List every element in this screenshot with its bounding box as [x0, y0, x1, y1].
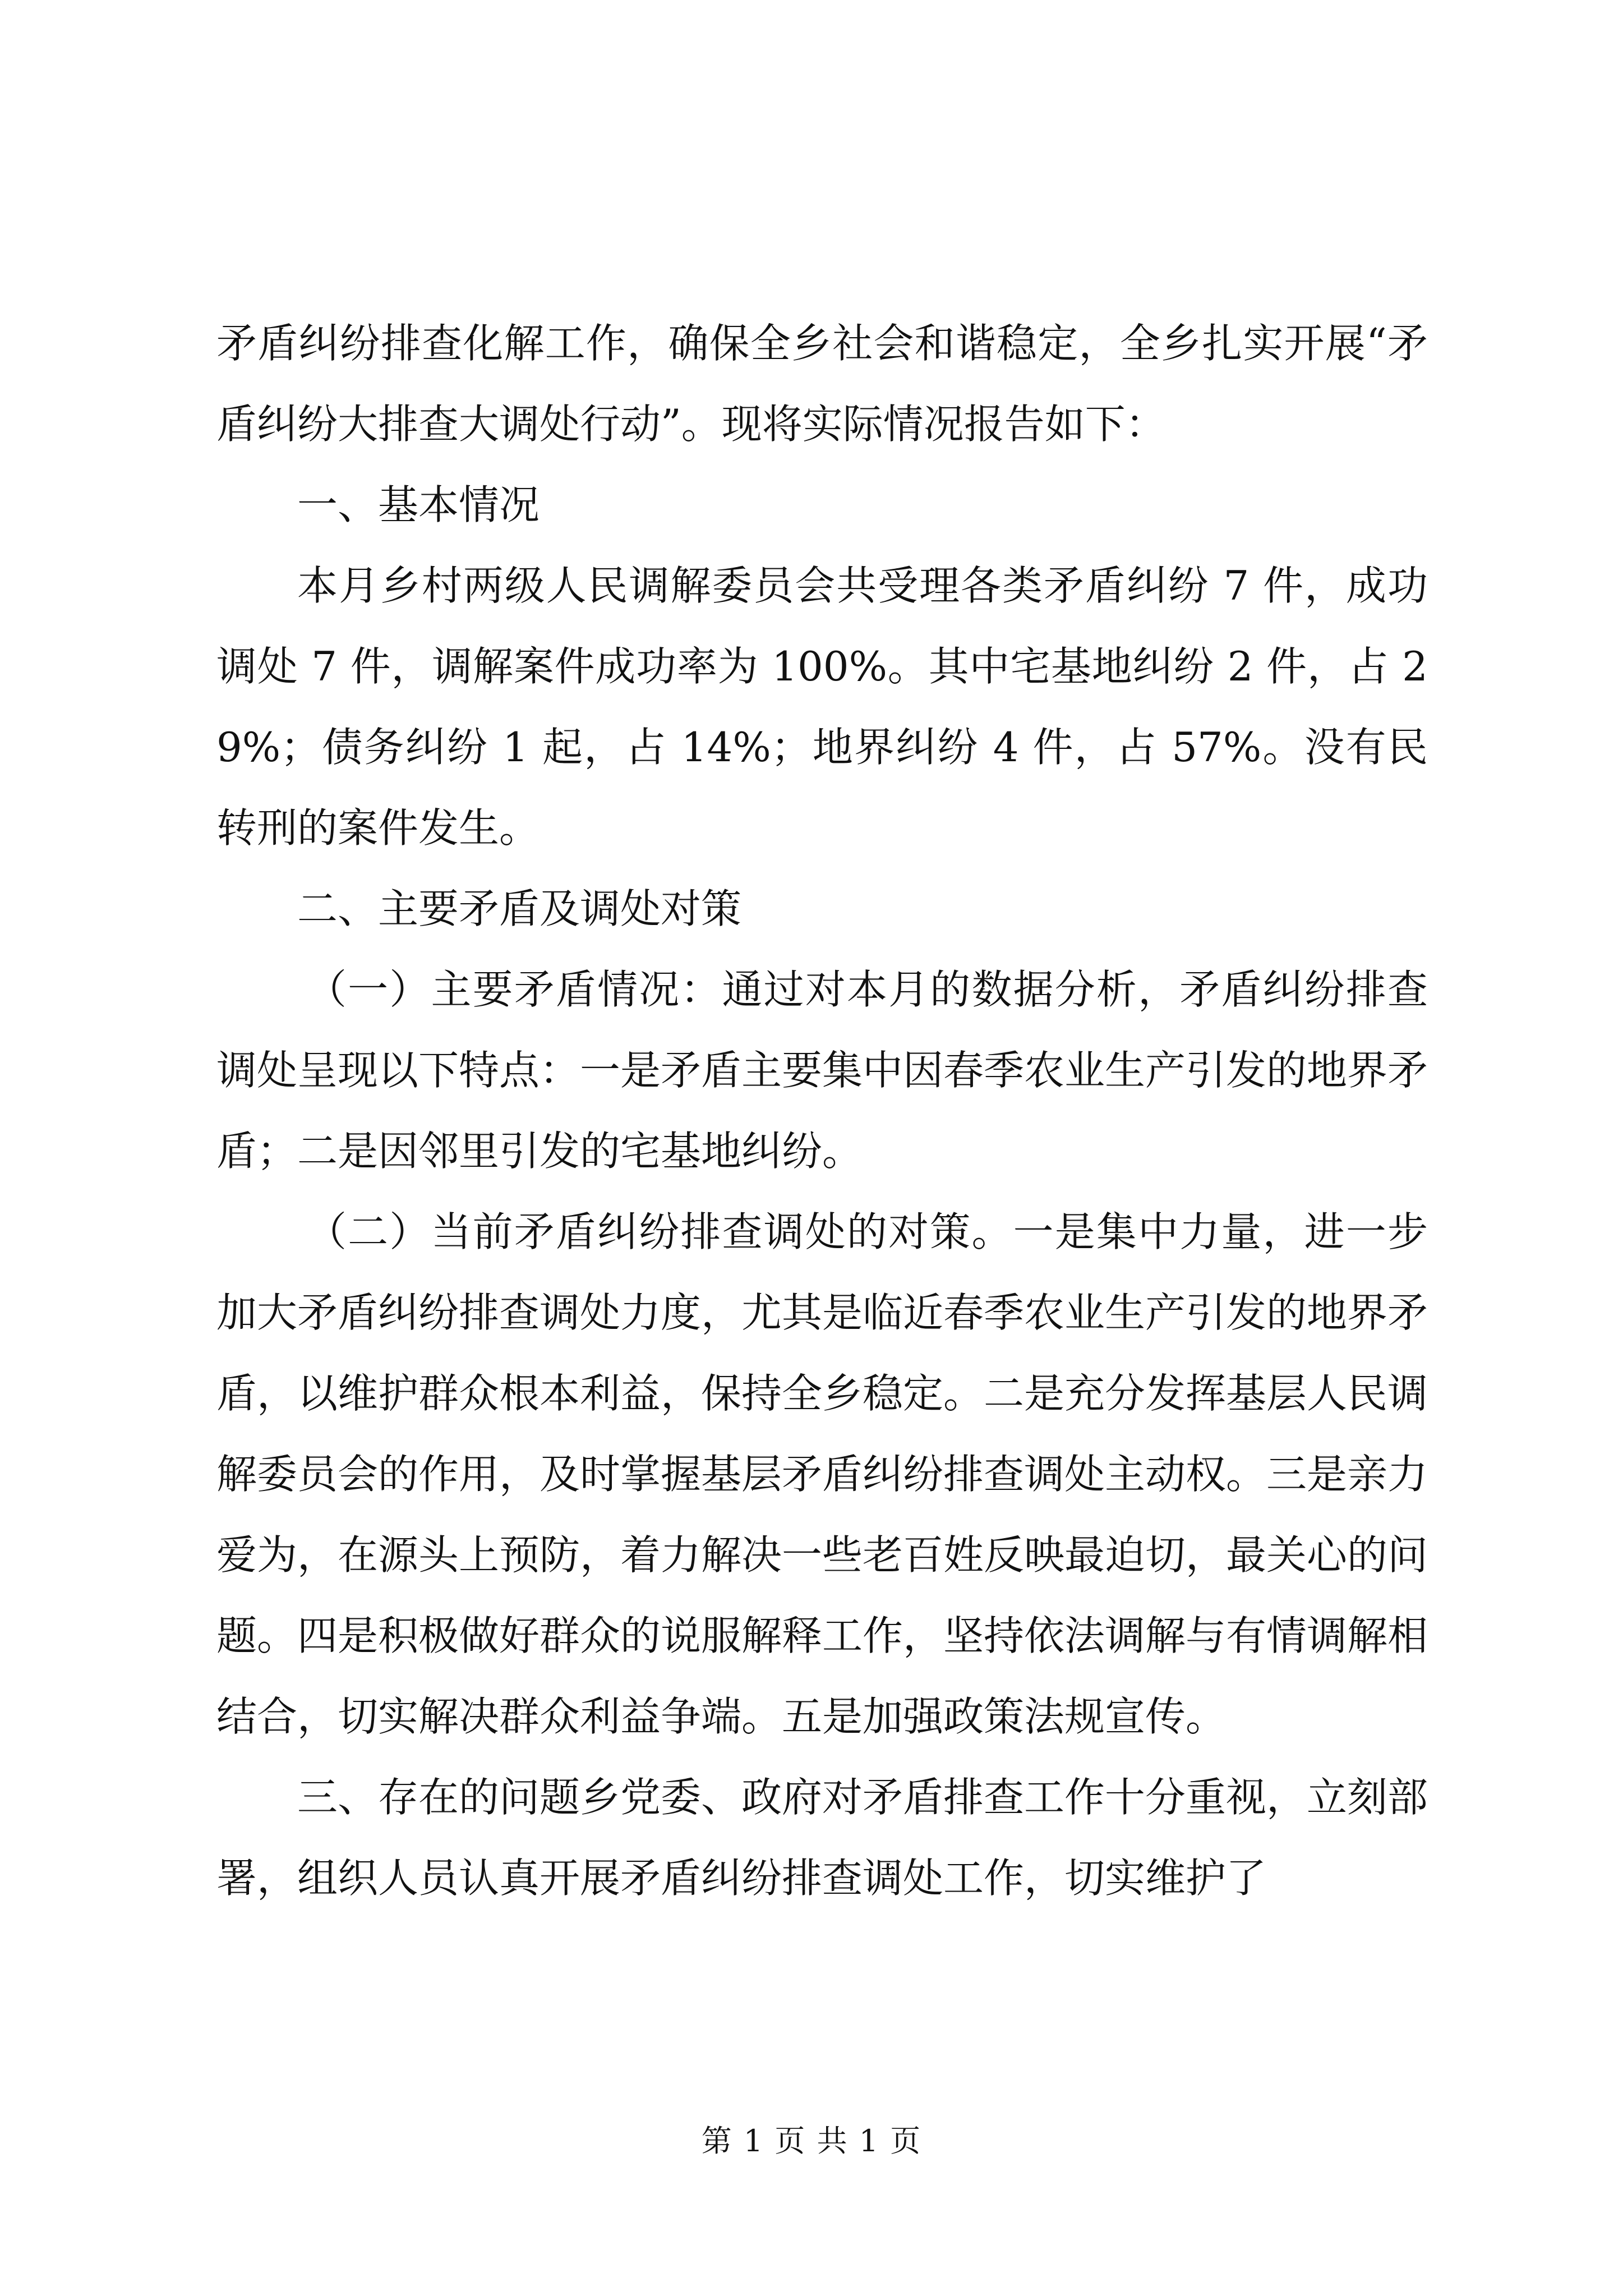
paragraph-basic-situation: 本月乡村两级人民调解委员会共受理各类矛盾纠纷 7 件，成功调处 7 件，调解案件成功率为 100%。其中宅基地纠纷 2 件，占 29%；债务纠纷 1 起，占 14%；地界纠纷 4 件，占 57%。没有民转刑的案件发生。 — [216, 562, 1428, 852]
paragraph-countermeasures: （二）当前矛盾纠纷排查调处的对策。一是集中力量，进一步加大矛盾纠纷排查调处力度，尤其是临近春季农业生产引发的地界矛盾，以维护群众根本利益，保持全乡稳定。二是充分发挥基层人民调解委员会的作用，及时掌握基层矛盾纠纷排查调处主动权。三是亲力爱为，在源头上预防，着力解决一些老百姓反映最迫切，最关心的问题。四是积极做好群众的说服解释工作，坚持依法调解与有情调解相结合，切实解决群众利益争端。五是加强政策法规宣传。 — [216, 1208, 1428, 1740]
page-footer — [0, 2122, 1623, 2161]
paragraph-main-conflicts: （一）主要矛盾情况：通过对本月的数据分析，矛盾纠纷排查调处呈现以下特点：一是矛盾主要集中因春季农业生产引发的地界矛盾；二是因邻里引发的宅基地纠纷。 — [216, 966, 1428, 1175]
section-heading-main-conflicts: 二、主要矛盾及调处对策 — [297, 885, 742, 932]
section-heading-basic-situation: 一、基本情况 — [297, 481, 540, 528]
paragraph-intro-continued: 矛盾纠纷排查化解工作，确保全乡社会和谐稳定，全乡扎实开展“矛盾纠纷大排查大调处行动”。现将实际情况报告如下： — [216, 320, 1428, 448]
document-body — [216, 303, 1428, 1918]
paragraph-existing-problems: 三、存在的问题乡党委、政府对矛盾排查工作十分重视，立刻部署，组织人员认真开展矛盾纠纷排查调处工作，切实维护了 — [216, 1774, 1428, 1902]
page-number-label: 第 1 页 共 1 页 — [701, 2123, 922, 2159]
